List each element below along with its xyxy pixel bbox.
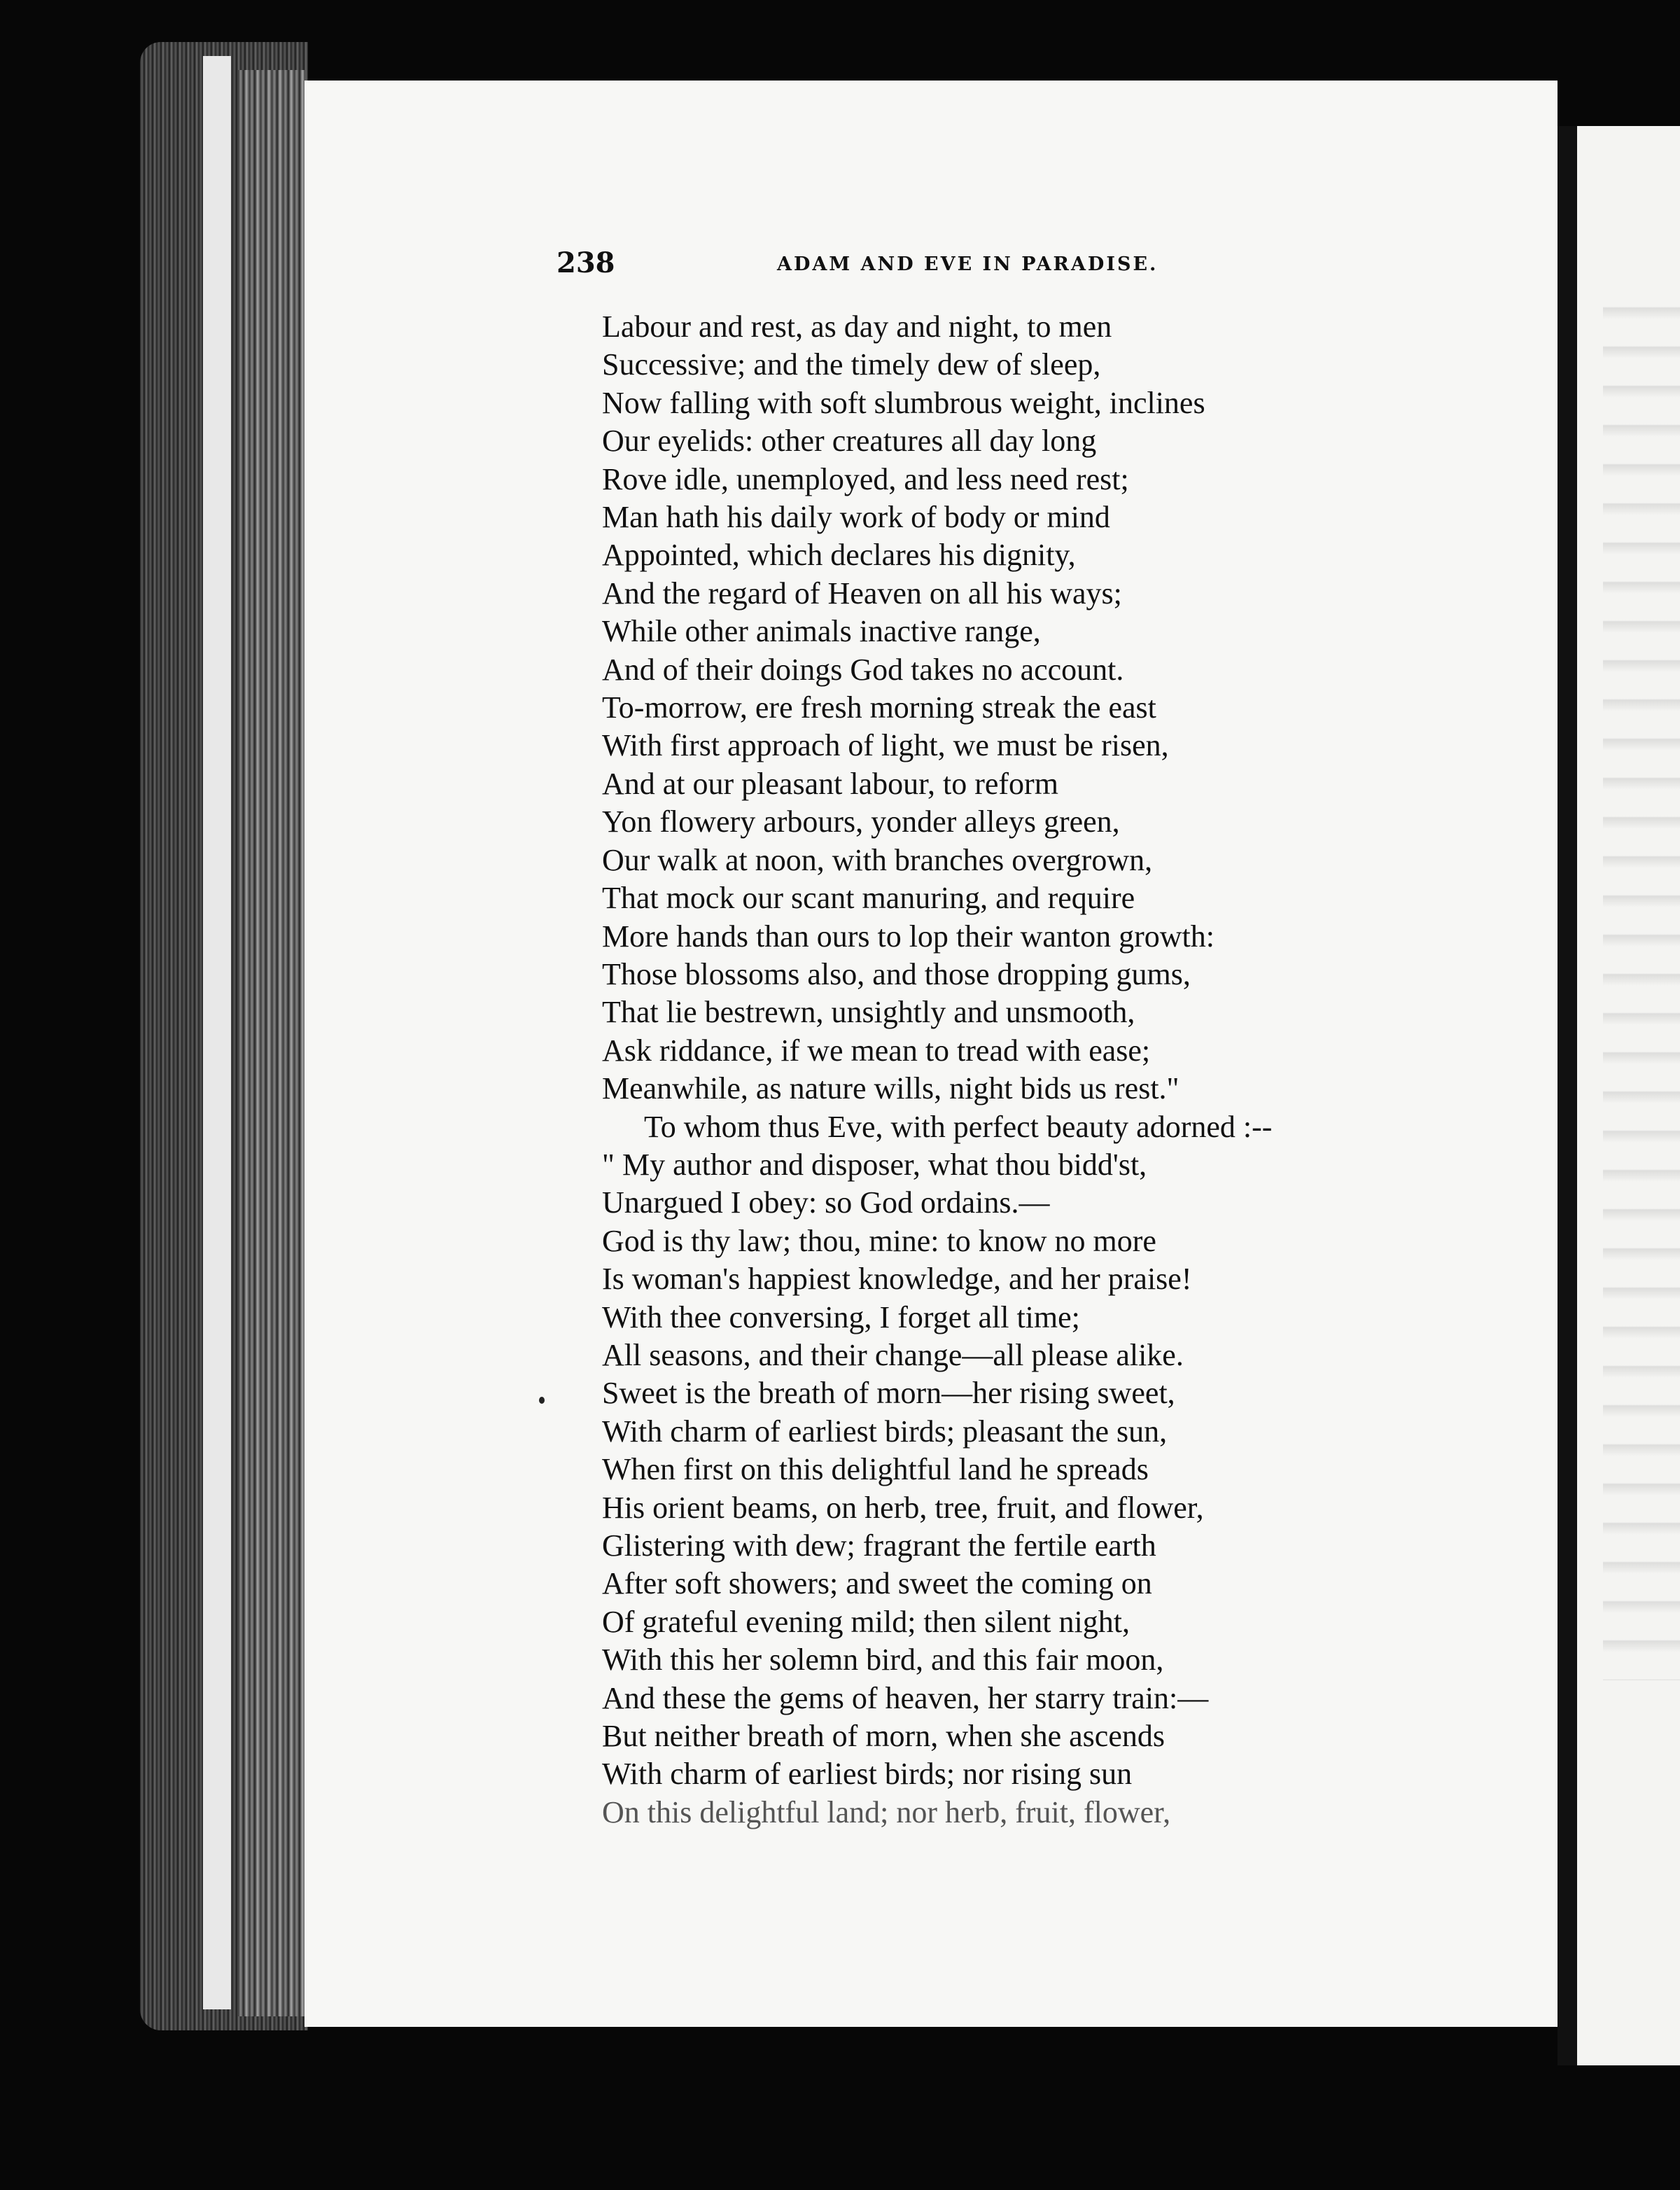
poem-line: And these the gems of heaven, her starry train:— xyxy=(602,1680,1209,1715)
poem-line: Is woman's happiest knowledge, and her praise! xyxy=(602,1262,1192,1297)
poem-line: With charm of earliest birds; pleasant the sun, xyxy=(602,1414,1168,1449)
page-number: 238 xyxy=(556,246,615,279)
page-edge-highlight xyxy=(203,56,231,2009)
poem-line: Sweet is the breath of morn—her rising sweet, xyxy=(602,1376,1175,1411)
poem-line: Ask riddance, if we mean to tread with ease; xyxy=(602,1033,1151,1068)
poem-line: Labour and rest, as day and night, to men xyxy=(602,309,1112,344)
poem-line: Yon flowery arbours, yonder alleys green, xyxy=(602,804,1120,839)
poem-line: On this delightful land; nor herb, fruit, flower, xyxy=(602,1794,1171,1829)
poem-line: And of their doings God takes no account. xyxy=(602,652,1124,687)
poem-line: Our walk at noon, with branches overgrown, xyxy=(602,842,1153,877)
poem-line: With thee conversing, I forget all time; xyxy=(602,1299,1080,1334)
poem-line: That lie bestrewn, unsightly and unsmooth, xyxy=(602,995,1135,1030)
poem-line: After soft showers; and sweet the coming on xyxy=(602,1566,1152,1601)
poem-line: With this her solemn bird, and this fair moon, xyxy=(602,1642,1164,1678)
poem-line: With charm of earliest birds; nor rising sun xyxy=(602,1757,1133,1792)
poem-text xyxy=(602,308,1484,1832)
poem-line: God is thy law; thou, mine: to know no more xyxy=(602,1223,1156,1258)
poem-line: All seasons, and their change—all please alike. xyxy=(602,1337,1184,1372)
poem-line: To-morrow, ere fresh morning streak the east xyxy=(602,690,1156,725)
poem-line: When first on this delightful land he spreads xyxy=(602,1452,1149,1487)
poem-line: But neither breath of morn, when she ascends xyxy=(602,1719,1165,1754)
running-head: ADAM AND EVE IN PARADISE. xyxy=(777,253,1158,275)
poem-line-indented: To whom thus Eve, with perfect beauty adorned :-- xyxy=(644,1109,1273,1144)
poem-line: More hands than ours to lop their wanton growth: xyxy=(602,919,1214,954)
poem-line: Appointed, which declares his dignity, xyxy=(602,538,1076,573)
poem-line: Glistering with dew; fragrant the fertile earth xyxy=(602,1528,1156,1563)
poem-line: Unargued I obey: so God ordains.— xyxy=(602,1185,1050,1220)
page-edge-stack xyxy=(238,70,304,2016)
poem-line: While other animals inactive range, xyxy=(602,614,1041,649)
poem-line: Rove idle, unemployed, and less need rest; xyxy=(602,461,1129,496)
ink-speck xyxy=(539,1397,545,1404)
poem-line: That mock our scant manuring, and require xyxy=(602,881,1135,916)
poem-line: Meanwhile, as nature wills, night bids us rest." xyxy=(602,1071,1180,1106)
poem-line: And the regard of Heaven on all his ways; xyxy=(602,576,1122,611)
poem-line: Our eyelids: other creatures all day long xyxy=(602,424,1097,459)
poem-line: Now falling with soft slumbrous weight, inclines xyxy=(602,385,1205,420)
poem-line: Man hath his daily work of body or mind xyxy=(602,500,1110,535)
poem-line: His orient beams, on herb, tree, fruit, and flower, xyxy=(602,1490,1204,1525)
poem-line: With first approach of light, we must be risen, xyxy=(602,728,1169,763)
poem-line: Those blossoms also, and those dropping gums, xyxy=(602,956,1191,991)
poem-line: Of grateful evening mild; then silent night, xyxy=(602,1604,1130,1639)
poem-line: And at our pleasant labour, to reform xyxy=(602,766,1058,801)
bleed-through-text xyxy=(1603,280,1680,1680)
poem-line: " My author and disposer, what thou bidd'st, xyxy=(602,1147,1147,1182)
poem-line: Successive; and the timely dew of sleep, xyxy=(602,347,1101,382)
